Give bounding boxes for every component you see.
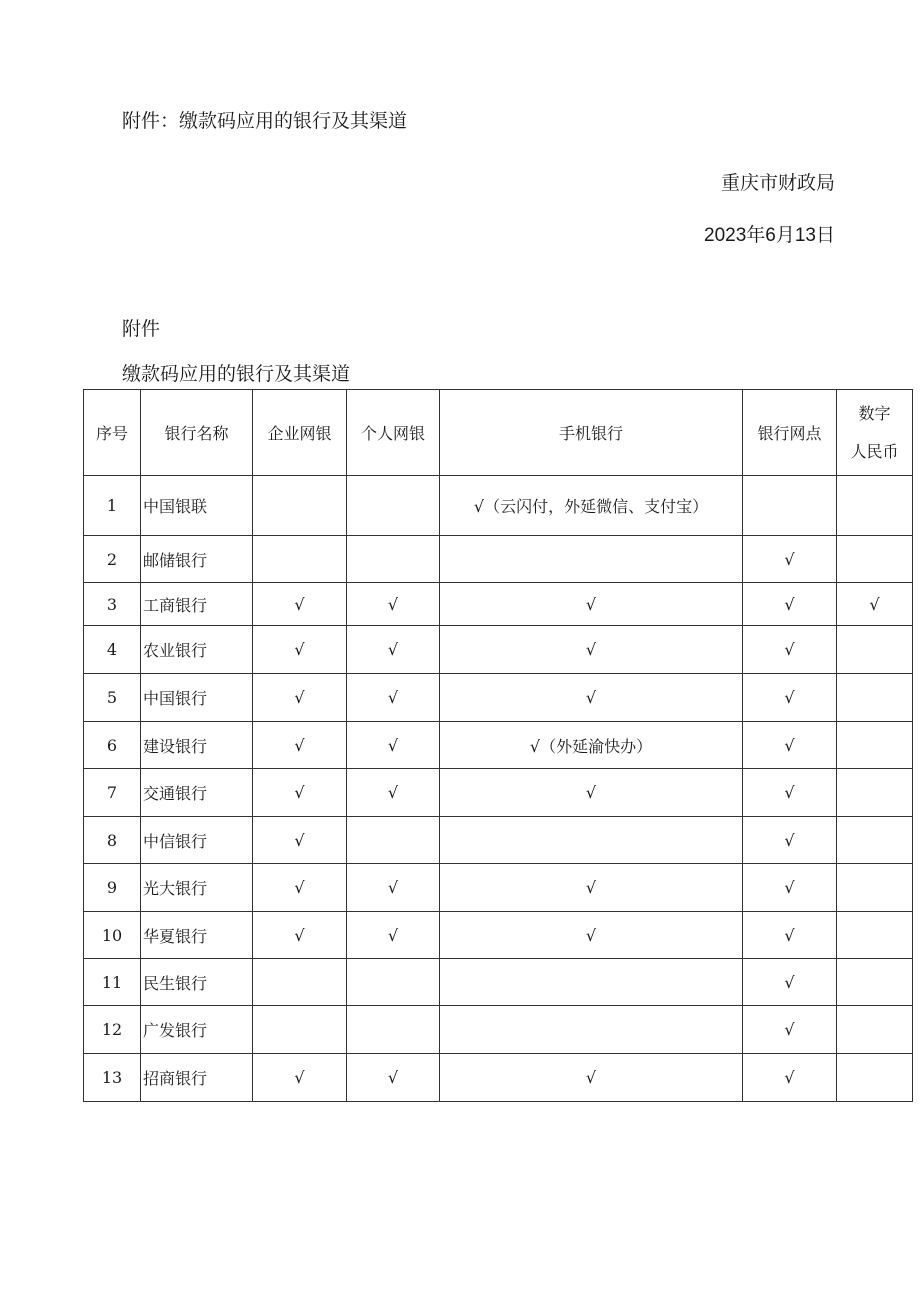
- cell-bank-name: 招商银行: [141, 1054, 253, 1102]
- cell-mobile-banking: √: [440, 1054, 743, 1102]
- cell-no: 11: [84, 959, 141, 1006]
- table-row: [84, 674, 913, 722]
- cell-branch: √: [743, 722, 837, 769]
- cell-mobile-banking: [440, 1006, 743, 1054]
- cell-mobile-banking: √: [440, 674, 743, 722]
- cell-bank-name: 华夏银行: [141, 912, 253, 959]
- cell-mobile-banking: √: [440, 912, 743, 959]
- cell-no: 10: [84, 912, 141, 959]
- cell-mobile-banking: √: [440, 864, 743, 912]
- table-row: [84, 1054, 913, 1102]
- cell-digital-rmb: [837, 674, 913, 722]
- cell-digital-rmb: [837, 864, 913, 912]
- cell-branch: √: [743, 959, 837, 1006]
- table-header-row: [84, 390, 913, 476]
- cell-corp-banking: [253, 959, 347, 1006]
- cell-personal-banking: [347, 959, 440, 1006]
- cell-mobile-banking: √（外延渝快办）: [440, 722, 743, 769]
- cell-no: 6: [84, 722, 141, 769]
- cell-personal-banking: √: [347, 674, 440, 722]
- issuing-organization: 重庆市财政局: [720, 172, 835, 194]
- cell-corp-banking: [253, 536, 347, 583]
- cell-bank-name: 光大银行: [141, 864, 253, 912]
- table-row: [84, 583, 913, 626]
- cell-branch: √: [743, 769, 837, 817]
- cell-digital-rmb: [837, 1054, 913, 1102]
- cell-mobile-banking: √: [440, 583, 743, 626]
- cell-corp-banking: √: [253, 722, 347, 769]
- cell-corp-banking: √: [253, 769, 347, 817]
- cell-digital-rmb: [837, 817, 913, 864]
- header-digital-rmb-line1: 数字: [858, 403, 891, 423]
- cell-corp-banking: √: [253, 1054, 347, 1102]
- cell-mobile-banking: √（云闪付，外延微信、支付宝）: [440, 476, 743, 536]
- cell-personal-banking: √: [347, 1054, 440, 1102]
- cell-personal-banking: √: [347, 864, 440, 912]
- cell-corp-banking: √: [253, 626, 347, 674]
- cell-bank-name: 中信银行: [141, 817, 253, 864]
- cell-no: 12: [84, 1006, 141, 1054]
- cell-personal-banking: √: [347, 722, 440, 769]
- cell-bank-name: 中国银行: [141, 674, 253, 722]
- header-no: 序号: [84, 390, 141, 476]
- cell-mobile-banking: [440, 959, 743, 1006]
- table-row: [84, 1006, 913, 1054]
- table-row: [84, 817, 913, 864]
- cell-bank-name: 工商银行: [141, 583, 253, 626]
- cell-no: 13: [84, 1054, 141, 1102]
- cell-branch: √: [743, 817, 837, 864]
- issue-date: 2023年6月13日: [704, 225, 835, 246]
- cell-bank-name: 广发银行: [141, 1006, 253, 1054]
- cell-digital-rmb: [837, 1006, 913, 1054]
- cell-branch: √: [743, 583, 837, 626]
- cell-digital-rmb: √: [837, 583, 913, 626]
- cell-corp-banking: [253, 1006, 347, 1054]
- cell-branch: [743, 476, 837, 536]
- header-personal-banking: 个人网银: [347, 390, 440, 476]
- cell-personal-banking: √: [347, 769, 440, 817]
- cell-bank-name: 农业银行: [141, 626, 253, 674]
- cell-corp-banking: √: [253, 817, 347, 864]
- cell-bank-name: 交通银行: [141, 769, 253, 817]
- document-heading: 附件：缴款码应用的银行及其渠道: [122, 110, 408, 132]
- cell-corp-banking: √: [253, 583, 347, 626]
- header-digital-rmb-line2: 人民币: [850, 441, 899, 461]
- header-mobile-banking: 手机银行: [440, 390, 743, 476]
- cell-digital-rmb: [837, 626, 913, 674]
- cell-bank-name: 建设银行: [141, 722, 253, 769]
- cell-personal-banking: √: [347, 583, 440, 626]
- cell-no: 5: [84, 674, 141, 722]
- cell-digital-rmb: [837, 722, 913, 769]
- header-bank: 银行名称: [141, 390, 253, 476]
- header-branch: 银行网点: [743, 390, 837, 476]
- cell-digital-rmb: [837, 912, 913, 959]
- cell-no: 8: [84, 817, 141, 864]
- table-row: [84, 626, 913, 674]
- cell-branch: √: [743, 674, 837, 722]
- cell-mobile-banking: √: [440, 626, 743, 674]
- cell-bank-name: 邮储银行: [141, 536, 253, 583]
- cell-mobile-banking: [440, 817, 743, 864]
- cell-no: 9: [84, 864, 141, 912]
- cell-mobile-banking: [440, 536, 743, 583]
- cell-branch: √: [743, 1054, 837, 1102]
- table-row: [84, 476, 913, 536]
- cell-personal-banking: [347, 1006, 440, 1054]
- cell-bank-name: 民生银行: [141, 959, 253, 1006]
- cell-digital-rmb: [837, 769, 913, 817]
- cell-branch: √: [743, 536, 837, 583]
- cell-corp-banking: √: [253, 674, 347, 722]
- cell-personal-banking: √: [347, 626, 440, 674]
- cell-no: 7: [84, 769, 141, 817]
- table-row: [84, 536, 913, 583]
- table-row: [84, 722, 913, 769]
- cell-no: 2: [84, 536, 141, 583]
- cell-personal-banking: [347, 536, 440, 583]
- table-row: [84, 769, 913, 817]
- cell-branch: √: [743, 864, 837, 912]
- attachment-label: 附件: [122, 318, 161, 340]
- cell-corp-banking: √: [253, 912, 347, 959]
- cell-corp-banking: [253, 476, 347, 536]
- bank-channel-table: [83, 389, 913, 1102]
- cell-personal-banking: [347, 817, 440, 864]
- cell-branch: √: [743, 1006, 837, 1054]
- cell-no: 4: [84, 626, 141, 674]
- header-corp-banking: 企业网银: [253, 390, 347, 476]
- cell-branch: √: [743, 626, 837, 674]
- table-row: [84, 912, 913, 959]
- cell-digital-rmb: [837, 476, 913, 536]
- cell-mobile-banking: √: [440, 769, 743, 817]
- cell-no: 1: [84, 476, 141, 536]
- cell-personal-banking: √: [347, 912, 440, 959]
- table-row: [84, 959, 913, 1006]
- cell-digital-rmb: [837, 959, 913, 1006]
- cell-corp-banking: √: [253, 864, 347, 912]
- table-row: [84, 864, 913, 912]
- cell-no: 3: [84, 583, 141, 626]
- cell-digital-rmb: [837, 536, 913, 583]
- cell-bank-name: 中国银联: [141, 476, 253, 536]
- header-digital-rmb: [837, 390, 913, 476]
- cell-branch: √: [743, 912, 837, 959]
- cell-personal-banking: [347, 476, 440, 536]
- table-title: 缴款码应用的银行及其渠道: [122, 363, 351, 385]
